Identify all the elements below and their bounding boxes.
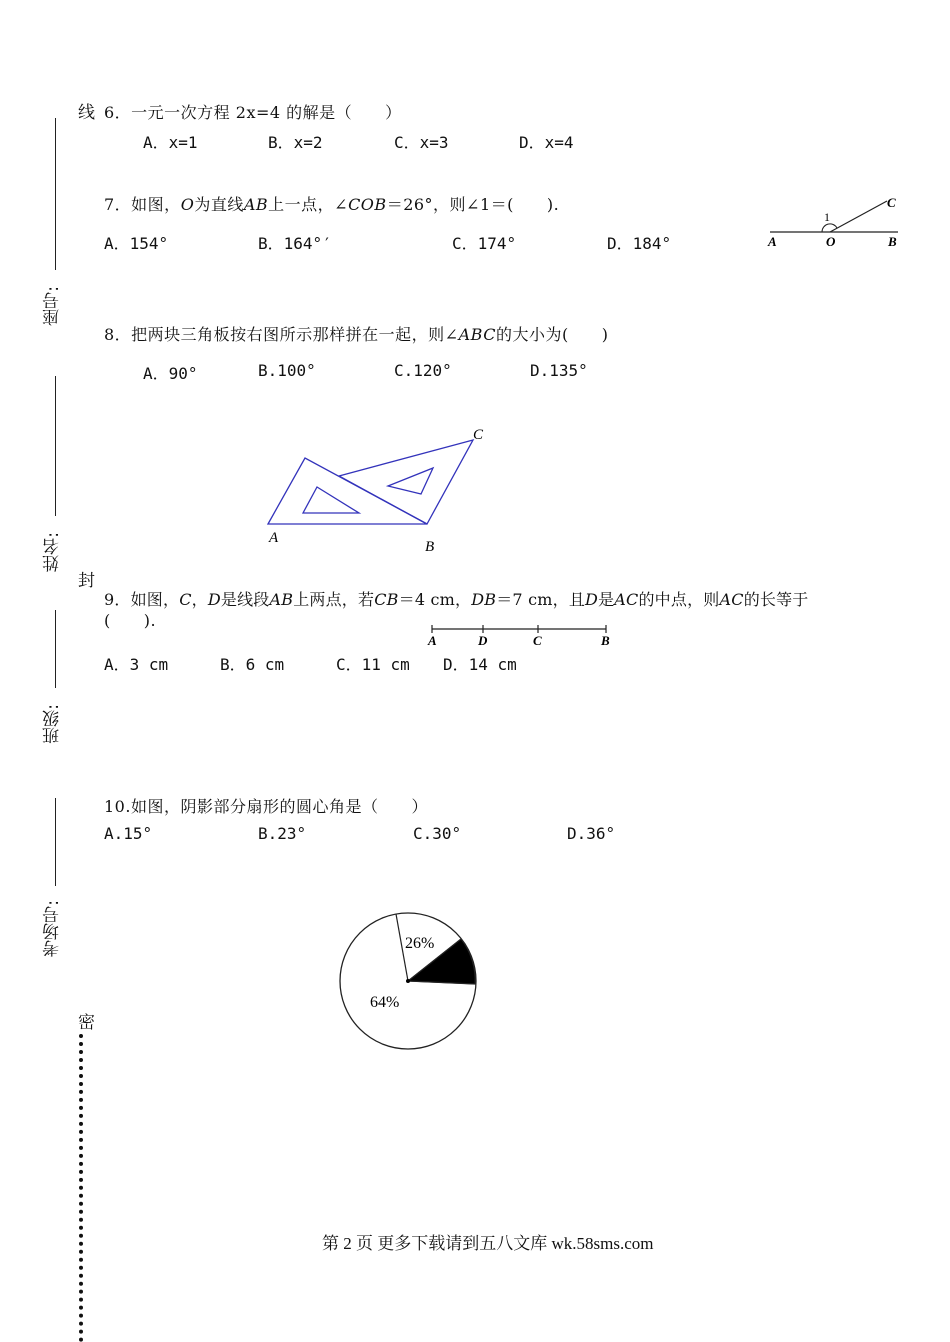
q9-option-c: C．11 cm — [336, 655, 410, 674]
q8-stem-text: 8．把两块三角板按右图所示那样拼在一起，则∠ — [104, 325, 459, 344]
q9-stem-text: ＝4 cm， — [398, 590, 472, 609]
binding-line — [55, 610, 56, 688]
q7-stem-text: 上一点，∠ — [268, 195, 349, 214]
q9-stem-text: 上两点，若 — [293, 590, 375, 609]
q8-option-c: C.120° — [394, 361, 452, 380]
q9-stem-text: 是 — [598, 590, 615, 609]
q8-figure — [255, 420, 505, 560]
q7-option-a: A．154° — [104, 234, 169, 253]
q9-segment-ab: AB — [269, 590, 294, 609]
triangle-ruler-2-hole — [388, 468, 433, 494]
q8-stem — [104, 322, 608, 345]
q8-stem-text: 的大小为( ) — [495, 325, 609, 344]
seal-char-feng: 封 — [78, 571, 95, 591]
label-d: D — [478, 633, 488, 648]
q9-stem-text: ＝7 cm，且 — [496, 590, 586, 609]
ray-oc — [830, 201, 887, 232]
q9-segment-cb: CB — [374, 590, 399, 609]
triangle-ruler-1 — [268, 458, 427, 524]
q10-option-d: D.36° — [567, 824, 616, 843]
label-b: B — [425, 539, 435, 555]
q7-angle-cob: COB — [348, 195, 387, 214]
q9-stem-line2: ( ). — [104, 611, 157, 630]
q7-stem-text: 7．如图， — [104, 195, 181, 214]
q9-stem-text: 的中点，则 — [638, 590, 720, 609]
q9-point-d: D — [585, 590, 599, 609]
q8-option-a: A．90° — [143, 364, 198, 383]
class-label: 班级: — [43, 704, 63, 744]
page-footer: 第 2 页 更多下载请到五八文库 wk.58sms.com — [322, 1234, 654, 1253]
q9-stem-line1 — [104, 587, 809, 610]
name-label: 姓名: — [43, 532, 63, 572]
q6-option-a: A．x=1 — [143, 133, 198, 152]
label-a: A — [428, 633, 437, 648]
q9-segment-ac: AC — [719, 590, 744, 609]
binding-line — [55, 798, 56, 886]
label-o: O — [826, 234, 836, 249]
q7-option-b: B．164°′ — [258, 234, 332, 253]
q9-segment-ac: AC — [614, 590, 639, 609]
q9-stem-text: ， — [191, 590, 208, 609]
label-a: A — [269, 530, 279, 546]
q9-stem-text: 9．如图， — [104, 590, 180, 609]
binding-line — [55, 118, 56, 270]
label-c: C — [473, 427, 484, 443]
q9-stem-text: 的长等于 — [743, 590, 809, 609]
pie-label-64: 64% — [370, 994, 400, 1011]
label-c: C — [533, 633, 542, 648]
q10-stem: 10.如图，阴影部分扇形的圆心角是（ ） — [104, 797, 428, 816]
q9-point-d: D — [207, 590, 221, 609]
q8-option-b: B.100° — [258, 361, 316, 380]
q9-segment-db: DB — [471, 590, 497, 609]
label-b: B — [888, 234, 897, 249]
seal-char-xian: 线 — [78, 103, 95, 123]
triangle-ruler-2 — [339, 440, 473, 524]
q9-option-a: A．3 cm — [104, 655, 169, 674]
q10-pie-figure — [335, 906, 485, 1056]
label-a: A — [768, 234, 777, 249]
q8-angle-abc: ABC — [458, 325, 496, 344]
q7-stem-text: ＝26°，则∠1＝( ). — [386, 195, 560, 214]
q6-option-d: D．x=4 — [519, 133, 574, 152]
q6-stem: 6．一元一次方程 2x=4 的解是（ ） — [104, 103, 402, 122]
q10-option-a: A.15° — [104, 824, 153, 843]
q9-point-c: C — [179, 590, 192, 609]
binding-line — [55, 376, 56, 516]
q7-stem-text: 为直线 — [194, 195, 244, 214]
q7-figure — [760, 190, 910, 254]
q7-option-d: D．184° — [607, 234, 672, 253]
q10-option-c: C.30° — [413, 824, 462, 843]
q7-stem — [104, 192, 559, 215]
triangle-ruler-1-hole — [303, 487, 359, 513]
label-b: B — [601, 633, 610, 648]
label-angle-1: 1 — [824, 210, 830, 224]
q7-line-ab: AB — [243, 195, 269, 214]
q8-option-d: D.135° — [530, 361, 588, 380]
dotted-seal-line — [79, 1034, 87, 1342]
q7-option-c: C．174° — [452, 234, 517, 253]
angle-arc — [822, 224, 837, 232]
q9-stem-text: 是线段 — [220, 590, 270, 609]
pie-label-26: 26% — [405, 935, 435, 952]
exam-room-label: 考场号: — [43, 900, 63, 957]
seat-label: 座号: — [43, 286, 63, 326]
q6-option-b: B．x=2 — [268, 133, 323, 152]
q6-option-c: C．x=3 — [394, 133, 449, 152]
q9-figure — [422, 620, 622, 652]
q9-option-b: B．6 cm — [220, 655, 285, 674]
center-dot — [406, 979, 410, 983]
q9-option-d: D．14 cm — [443, 655, 517, 674]
q7-point-o: O — [180, 195, 195, 214]
label-c: C — [887, 195, 896, 210]
seal-char-mi: 密 — [78, 1013, 95, 1033]
q10-option-b: B.23° — [258, 824, 307, 843]
